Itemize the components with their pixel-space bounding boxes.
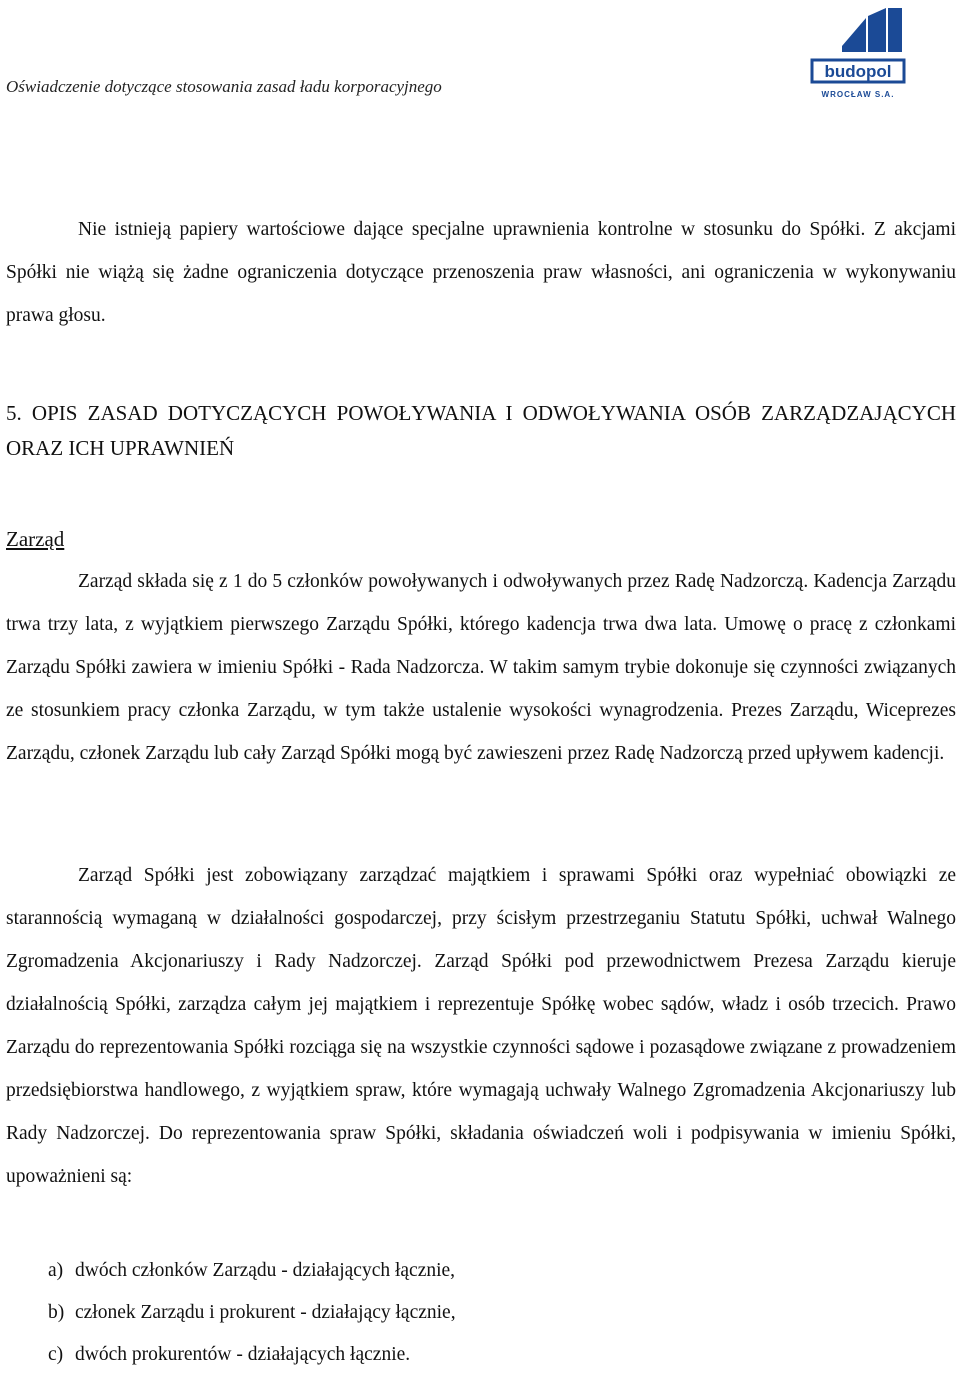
subheading-zarzad: Zarząd [6, 527, 65, 551]
list-marker: c) [48, 1344, 64, 1365]
list-item-text: członek Zarządu i prokurent - działający łącznie, [75, 1302, 456, 1323]
paragraph-board-duties: Zarząd Spółki jest zobowiązany zarządzać majątkiem i sprawami Spółki oraz wypełniać obowiązki ze starannością wymaganą w działalności gospodarczej, przy ścisłym przestrzeganiu Statutu Spółki, uchwał Walnego Zgromadzenia Akcjonariuszy i Rady Nadzorczej. Zarząd Spółki pod przewodnictwem Prezesa Zarządu kieruje działalnością Spółki, zarządza całym jej majątkiem i reprezentuje Spółkę wobec sądów, władz i osób trzecich. Prawo Zarządu do reprezentowania Spółki rozciąga się na wszystkie czynności sądowe i pozasądowe związane z prowadzeniem przedsiębiorstwa handlowego, z wyjątkiem spraw, które wymagają uchwały Walnego Zgromadzenia Akcjonariuszy lub Rady Nadzorczej. Do reprezentowania spraw Spółki, składania oświadczeń woli i podpisywania w imieniu Spółki, upoważnieni są: [6, 865, 956, 1187]
logo-brand-text: budopol [824, 62, 892, 81]
running-header: Oświadczenie dotyczące stosowania zasad ładu korporacyjnego [6, 77, 442, 96]
list-item [48, 1250, 456, 1292]
document-page [6, 0, 956, 1369]
paragraph-securities: Nie istnieją papiery wartościowe dające specjalne uprawnienia kontrolne w stosunku do Spółki. Z akcjami Spółki nie wiążą się żadne ograniczenia dotyczące przenoszenia praw własności, ani ograniczenia w wykonywaniu prawa głosu. [6, 219, 956, 326]
budopol-logo-icon [802, 8, 914, 92]
list-marker: a) [48, 1260, 64, 1281]
logo-caption: WROCŁAW S.A. [821, 90, 895, 99]
budopol-logo [802, 8, 914, 98]
list-marker: b) [48, 1302, 65, 1323]
list-item [48, 1334, 456, 1376]
list-item [48, 1292, 456, 1334]
section-heading: 5. OPIS ZASAD DOTYCZĄCYCH POWOŁYWANIA I ODWOŁYWANIA OSÓB ZARZĄDZAJĄCYCH ORAZ ICH UPRAWNIEŃ [6, 401, 956, 460]
representation-list [48, 1250, 456, 1376]
list-item-text: dwóch członków Zarządu - działających łącznie, [75, 1260, 456, 1281]
list-item-text: dwóch prokurentów - działających łącznie. [75, 1344, 411, 1365]
paragraph-board-composition: Zarząd składa się z 1 do 5 członków powoływanych i odwoływanych przez Radę Nadzorczą. Kadencja Zarządu trwa trzy lata, z wyjątkiem pierwszego Zarządu Spółki, którego kadencja trwa dwa lata. Umowę o pracę z członkami Zarządu Spółki zawiera w imieniu Spółki - Rada Nadzorcza. W takim samym trybie dokonuje się czynności związanych ze stosunkiem pracy członka Zarządu, w tym także ustalenie wysokości wynagrodzenia. Prezes Zarządu, Wiceprezes Zarządu, członek Zarządu lub cały Zarząd Spółki mogą być zawieszeni przez Radę Nadzorczą przed upływem kadencji. [6, 571, 956, 764]
